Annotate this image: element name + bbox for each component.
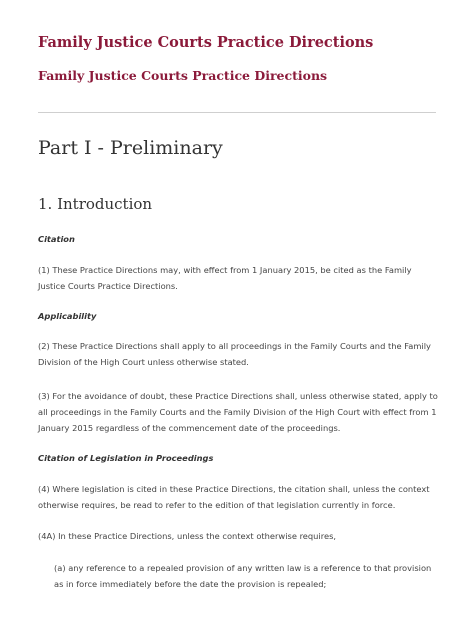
paragraph-2: (2) These Practice Directions shall apply to all proceedings in the Family Courts and the Family Division of the High Court unless otherwise stated. [38,341,431,367]
document-subtitle: Family Justice Courts Practice Directions [38,68,328,83]
paragraph-4: (4) Where legislation is cited in these Practice Directions, the citation shall, unless the context otherwise requires, be read to refer to the edition of that legislation currently in force. [38,484,430,510]
subheading-citation-of-legislation: Citation of Legislation in Proceedings [38,453,214,463]
document-title: Family Justice Courts Practice Directions [38,34,374,51]
subheading-applicability: Applicability [38,311,97,321]
paragraph-4a: (4A) In these Practice Directions, unless the context otherwise requires, [38,531,337,541]
part-heading: Part I - Preliminary [38,137,223,159]
horizontal-divider [38,112,436,113]
subheading-citation: Citation [38,234,75,244]
paragraph-3: (3) For the avoidance of doubt, these Practice Directions shall, unless otherwise stated, apply to all proceedings in the Family Courts and the Family Division of the High Court with effect from 1 January 2015 regardless of the commencement date of the proceedings. [38,391,438,433]
paragraph-1: (1) These Practice Directions may, with effect from 1 January 2015, be cited as the Family Justice Courts Practice Directions. [38,265,412,291]
section-heading: 1. Introduction [38,195,153,213]
paragraph-4a-a: (a) any reference to a repealed provision of any written law is a reference to that provision as in force immediately before the date the provision is repealed; [54,563,432,589]
